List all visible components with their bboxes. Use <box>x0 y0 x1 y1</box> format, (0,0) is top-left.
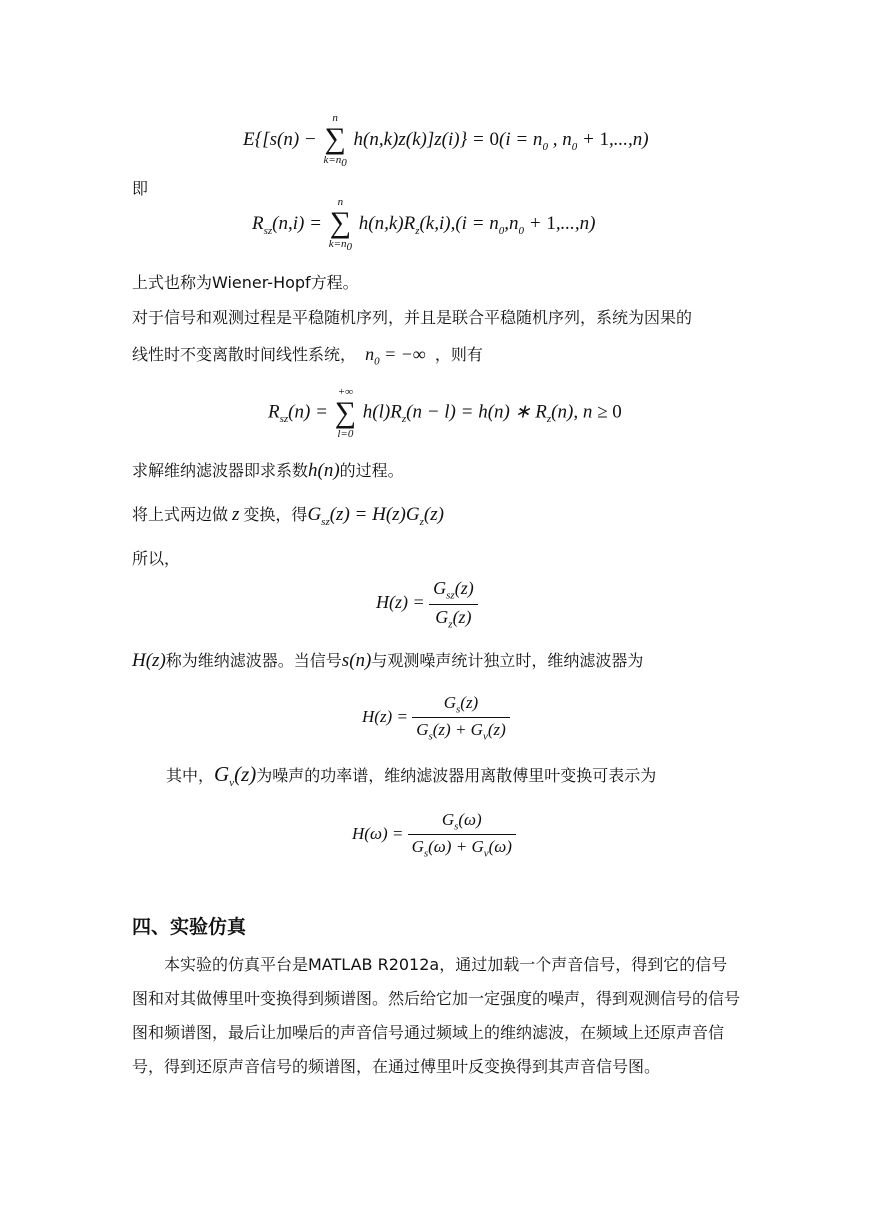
math-z: z <box>232 504 240 525</box>
text-ztransform <box>132 502 444 528</box>
section-heading: 四、实验仿真 <box>132 916 247 938</box>
text-ztrans-a: 将上式两边做 <box>132 505 229 524</box>
math-Hz: H(z) <box>132 650 166 671</box>
math-sn: s(n) <box>341 650 372 671</box>
text-ztrans-b: 变换，得 <box>243 505 308 524</box>
text-stationary-line1: 对于信号和观测过程是平稳随机序列，并且是联合平稳随机序列，系统为因果的 <box>132 308 693 327</box>
math-hn: h(n) <box>308 460 340 481</box>
text-hz-a: 称为维纳滤波器。当信号 <box>165 651 342 670</box>
equation-wiener-hopf: $R_{sz}(n,i)$ = n ∑ $k=n_0$ $h(n,k)R_z(k,i),(i = n_0,n_0 + 1,...,n)$ <box>252 196 596 254</box>
equation-wiener-z: H(z) = $\frac{G_s(z)}{G_s(z) + G_v(z)}$ <box>362 693 510 743</box>
text-qizhong-a: 其中， <box>166 766 215 785</box>
text-solve-a: 求解维纳滤波器即求系数 <box>132 461 309 480</box>
text-qizhong <box>166 762 656 789</box>
text-qizhong-b: 为噪声的功率谱，维纳滤波器用离散傅里叶变换可表示为 <box>256 766 657 785</box>
text-stationary-line2 <box>132 342 483 368</box>
equation-convolution: $R_{sz}(n)$ = +∞ ∑ l=0 $h(l)R_z(n - l) = h(n)$ ∗ $R_z(n)$, n ≥ 0 <box>268 386 622 440</box>
text-hz-b: 与观测噪声统计独立时，维纳滤波器为 <box>371 651 644 670</box>
text-solve <box>132 458 404 482</box>
math-Gvz: $G_v(z)$ <box>214 762 257 790</box>
text-stationary-2a: 线性时不变离散时间线性系统， <box>132 345 357 364</box>
text-hz-definition <box>132 648 643 672</box>
section-paragraph: 本实验的仿真平台是MATLAB R2012a，通过加载一个声音信号，得到它的信号图和对其做傅里叶变换得到频谱图。然后给它加一定强度的噪声，得到观测信号的信号图和频谱图，最后让加噪后的声音信号通过频域上的维纳滤波，在频域上还原声音信号，得到还原声音信号的频谱图，在通过傅里叶反变换得到其声音信号图。 <box>132 955 741 1076</box>
math-gsz-eq: $G_{sz}(z) = H(z)G_z(z)$ <box>307 504 444 528</box>
text-solve-b: 的过程。 <box>339 461 404 480</box>
math-n0-neg-inf: $n_0$ = −∞ <box>365 344 426 368</box>
equation-orthogonality: E{[s(n) − n ∑ $k=n_0$ $h(n,k)z(k)]z(i)\} = 0(i = n_0$ , $n_0 + 1,...,n$) <box>243 112 649 170</box>
equation-hz-ratio: H(z) = $\frac{G_{sz}(z)}{G_z(z)}$ <box>376 578 478 630</box>
text-suoyi: 所以， <box>132 549 181 568</box>
text-ji: 即 <box>132 179 149 198</box>
text-wiener-hopf: 上式也称为Wiener-Hopf方程。 <box>132 273 359 292</box>
equation-wiener-omega: H(ω) = $\frac{G_s(\omega)}{G_s(\omega) + G_v(\omega)}$ <box>352 810 516 860</box>
text-stationary-2b: ，则有 <box>434 345 483 364</box>
